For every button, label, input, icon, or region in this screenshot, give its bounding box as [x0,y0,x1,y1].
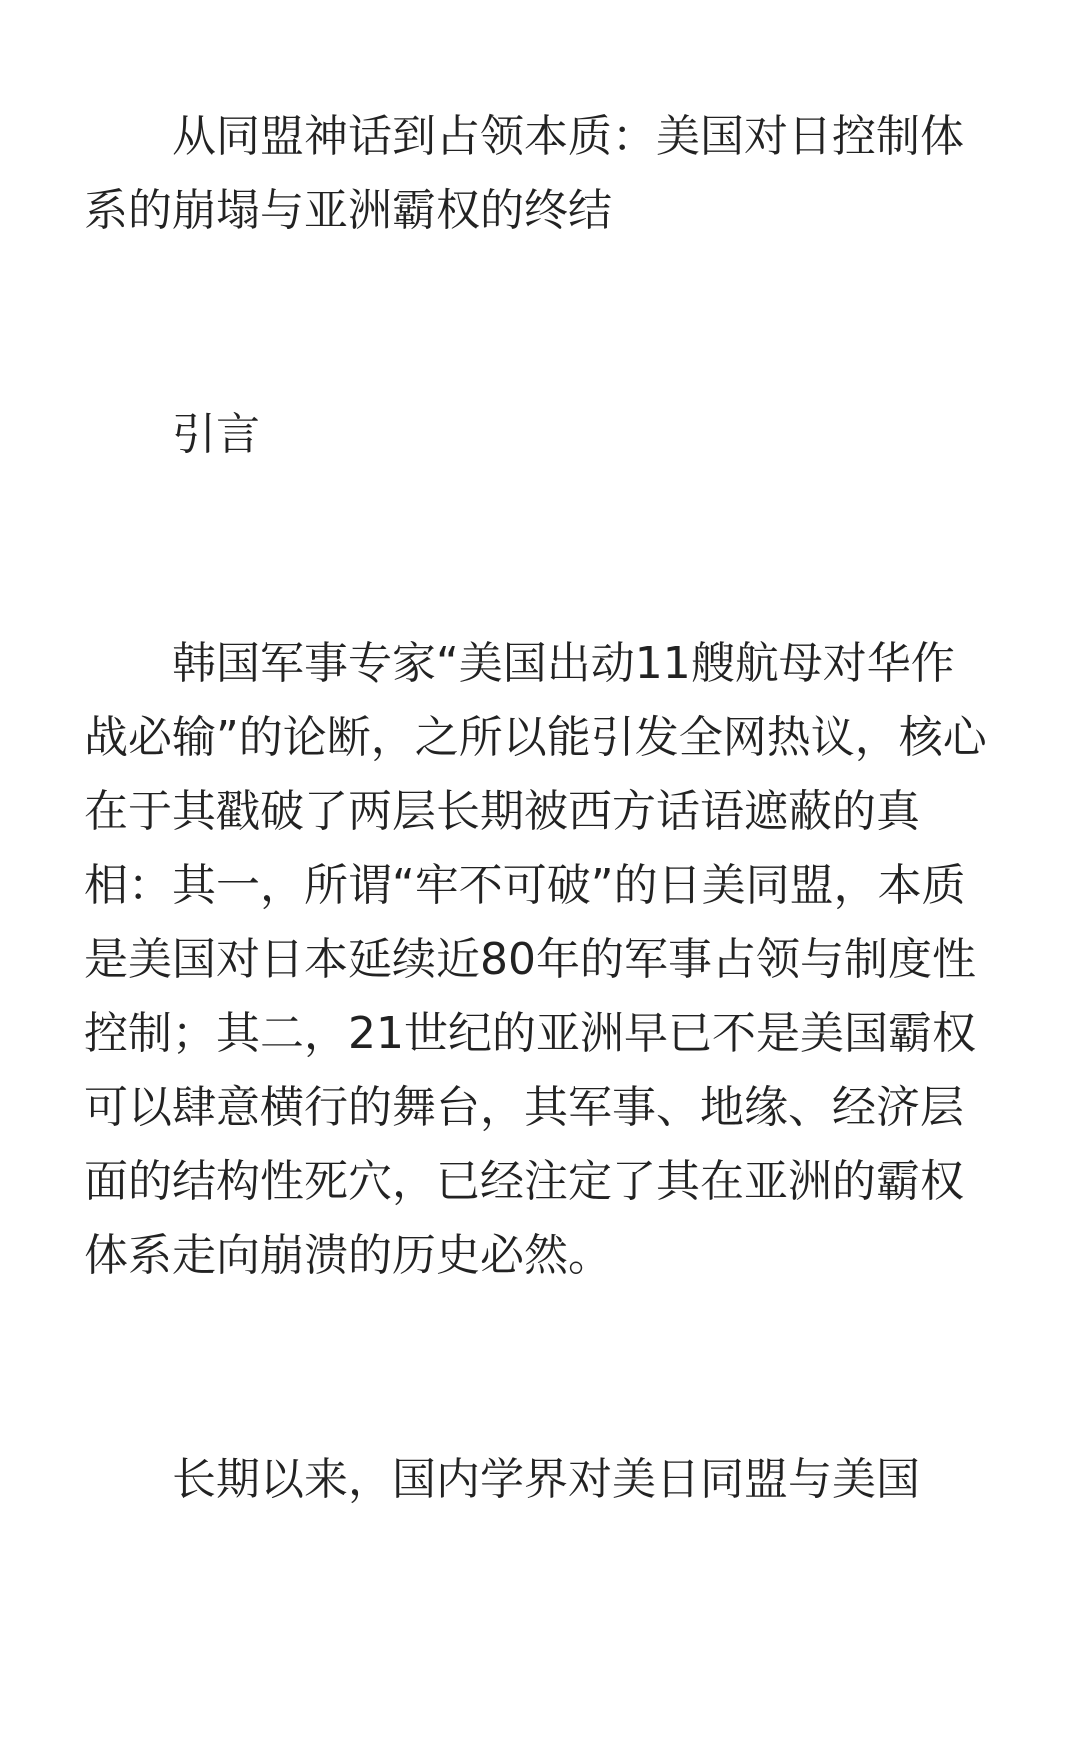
article [84,100,996,1517]
article-title: 从同盟神话到占领本质：美国对日控制体系的崩塌与亚洲霸权的终结 [84,111,964,236]
body-paragraph: 韩国军事专家“美国出动11艘航母对华作战必输”的论断，之所以能引发全网热议，核心在于其戳破了两层长期被西方话语遮蔽的真相：其一，所谓“牢不可破”的日美同盟，本质是美国对日本延续近80年的军事占领与制度性控制；其二，21世纪的亚洲早已不是美国霸权可以肆意横行的舞台，其军事、地缘、经济层面的结构性死穴，已经注定了其在亚洲的霸权体系走向崩溃的历史必然。 [84,638,987,1281]
section-heading: 引言 [172,409,260,460]
body-paragraph: 长期以来，国内学界对美日同盟与美国 [172,1454,920,1505]
